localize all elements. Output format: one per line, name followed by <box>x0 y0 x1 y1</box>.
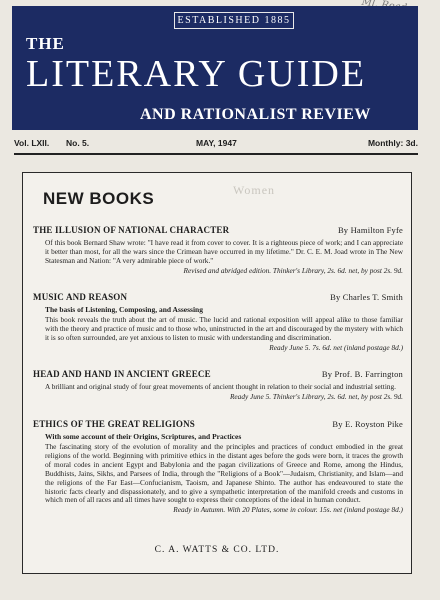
book-author: By Charles T. Smith <box>330 292 403 302</box>
watermark-text: Women <box>233 183 276 197</box>
book-title: ETHICS OF THE GREAT RELIGIONS <box>33 419 196 429</box>
masthead <box>12 6 418 130</box>
publisher-name: C. A. WATTS & CO. LTD. <box>154 545 280 555</box>
volume: Vol. LXII. <box>14 138 50 148</box>
book-author: By E. Royston Pike <box>332 419 403 429</box>
book-title: HEAD AND HAND IN ANCIENT GREECE <box>33 369 211 379</box>
book-price: Revised and abridged edition. Thinker's Library, 2s. 6d. net, by post 2s. 9d. <box>183 265 403 275</box>
issue-number: No. 5. <box>66 138 90 148</box>
book-author: By Prof. B. Farrington <box>321 369 403 379</box>
section-heading: NEW BOOKS <box>43 189 155 208</box>
advertisement-box <box>22 172 412 574</box>
book-author: By Hamilton Fyfe <box>337 225 403 235</box>
book-entry <box>33 225 403 275</box>
book-title: MUSIC AND REASON <box>33 292 128 302</box>
magazine-title: LITERARY GUIDE <box>26 53 367 95</box>
magazine-subtitle: AND RATIONALIST REVIEW <box>140 106 371 123</box>
book-description: Of this book Bernard Shaw wrote: "I have read it from cover to cover. It is a righteous piece of work; and I can appreciate it better than most, for all the wars since the Crimean have occurred in my lifetime." Dr. C. E. M. Joad wrote in The New Statesman and Nation: "A very admirable piece of work." <box>45 238 403 265</box>
book-subtitle: With some account of their Origins, Scriptures, and Practices <box>45 432 242 441</box>
issue-info <box>14 136 418 152</box>
masthead-article: THE <box>26 34 65 53</box>
issue-date: MAY, 1947 <box>196 138 237 148</box>
book-subtitle: The basis of Listening, Composing, and Assessing <box>45 305 203 314</box>
book-entry <box>33 369 403 401</box>
book-description: A brilliant and original study of four great movements of ancient thought in relation to their social and industrial setting. <box>45 382 396 391</box>
issue-price: Monthly: 3d. <box>367 138 418 148</box>
book-description: This book reveals the truth about the art of music. The lucid and rational exposition will appeal alike to those familiar with the theory and practice of music and to those who, uninstructed in the art and discouraged by the mystery with which it is so often surrounded, are yet anxious to listen to music with understanding and discrimination. <box>45 315 403 342</box>
book-price: Ready June 5. 7s. 6d. net (inland postage 8d.) <box>269 342 403 352</box>
established-badge: ESTABLISHED 1885 <box>174 12 294 29</box>
book-entry <box>33 292 403 352</box>
book-entry <box>33 419 403 514</box>
book-price: Ready in Autumn. With 20 Plates, some in colour. 15s. net (inland postage 8d.) <box>173 505 403 515</box>
book-description: The fascinating story of the evolution of morality and the principles and practices of conduct embodied in the great religions of the world. Beginning with primitive ethics in the distant ages before the gods were born, it traces the growth of moral codes in ancient Egypt and Babylonia and the pagan civilizations of Greece and Rome, among the Hindus, Buddhists, Jains, Sikhs, and Parsees of India, through the "Religions of a Book"—Judaism, Christianity, and Islam—and the religions of the Far East—Confucianism, Taoism, and Japanese Shinto. The author has endeavoured to state the historic facts clearly and dispassionately, and to give a sympathetic interpretation of the manifold creeds and customs in which men of all races and all times have sought to express their conceptions of the ideal in human conduct. <box>45 442 403 505</box>
book-price: Ready June 5. Thinker's Library, 2s. 6d. net, by post 2s. 9d. <box>229 391 403 401</box>
divider <box>14 153 418 155</box>
book-title: THE ILLUSION OF NATIONAL CHARACTER <box>33 225 230 235</box>
